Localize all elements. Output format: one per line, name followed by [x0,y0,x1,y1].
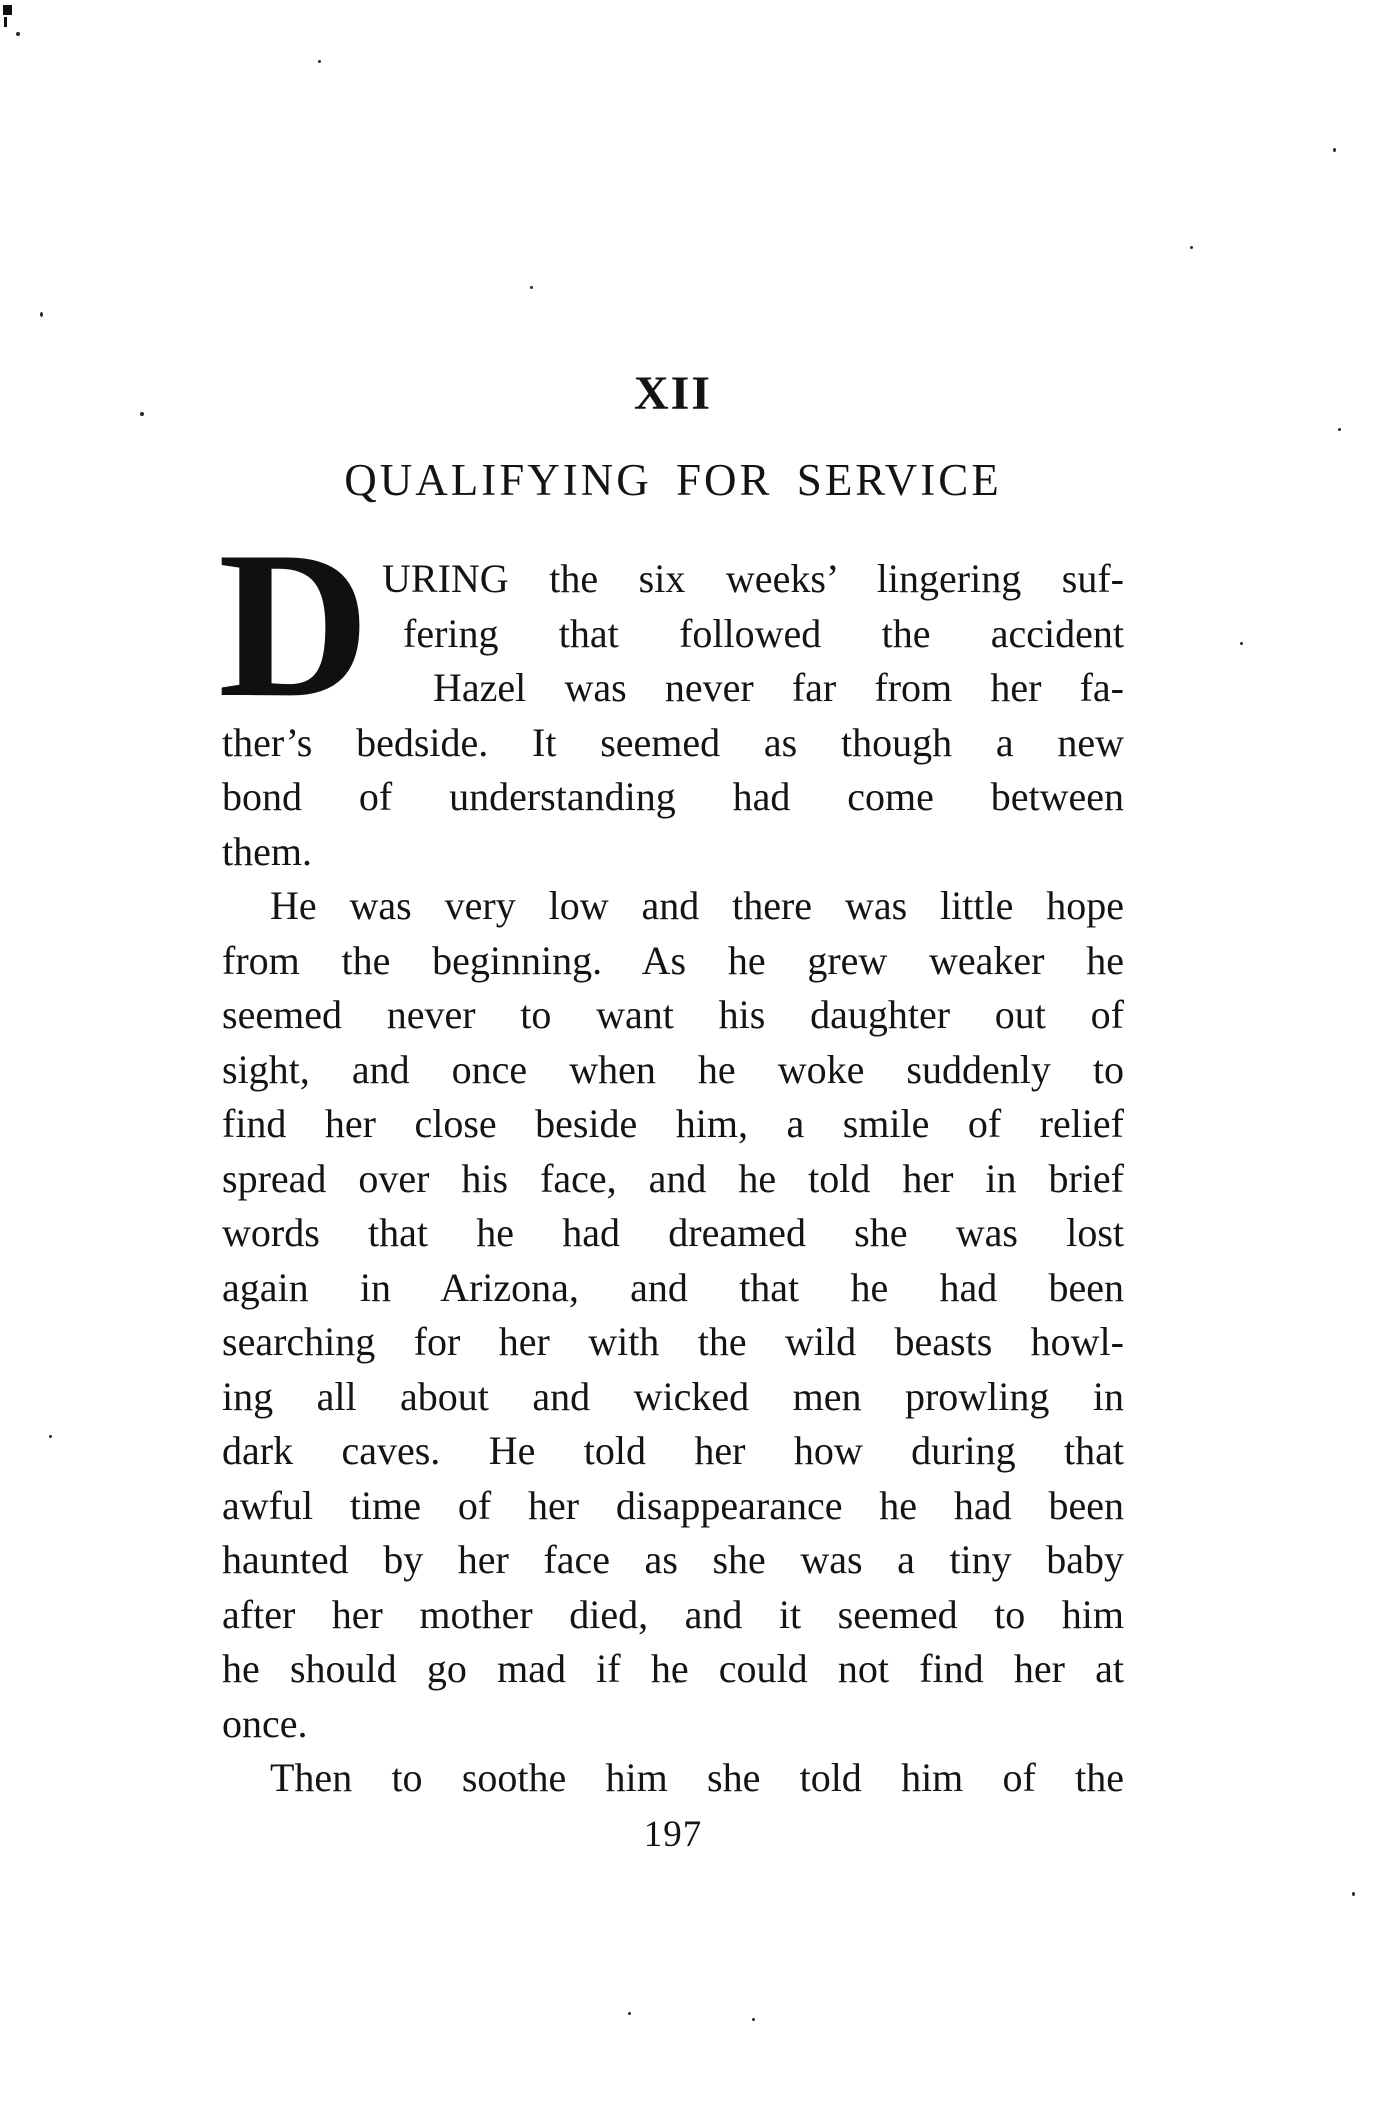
scan-speck [1338,428,1341,431]
scan-speck [1333,148,1336,152]
text-line: spread over his face, and he told her in brief [222,1155,1124,1201]
scan-speck [140,412,144,416]
text-line: again in Arizona, and that he had been [222,1264,1124,1310]
text-line: awful time of her disappearance he had been [222,1482,1124,1528]
text-line: from the beginning. As he grew weaker he [222,937,1124,983]
text-line: he should go mad if he could not find her at [222,1646,1124,1691]
text-line: sight, and once when he woke suddenly to [222,1046,1124,1092]
text-line: fering that followed the accident [403,610,1124,656]
text-line: He was very low and there was little hope [270,883,1124,928]
scan-speck [1190,246,1193,249]
text-line: ther’s bedside. It seemed as though a new [222,719,1124,765]
scan-speck [628,2012,631,2015]
scan-speck [318,60,321,63]
paragraph [222,1751,1124,1806]
text-line: dark caves. He told her how during that [222,1428,1124,1473]
scan-speck [530,286,533,289]
text-line: ing all about and wicked men prowling in [222,1373,1124,1419]
paragraph [222,879,1124,1751]
paragraph [218,509,1124,879]
scan-speck [40,312,43,317]
scan-speck [16,32,20,36]
text-line: words that he had dreamed she was lost [222,1210,1124,1255]
text-line: once. [222,1700,308,1746]
text-line: haunted by her face as she was a tiny baby [222,1537,1124,1582]
text-line: Then to soothe him she told him of the [270,1755,1124,1800]
scan-speck [1240,642,1243,645]
scan-speck [49,1435,52,1438]
scan-corner-artifact [3,5,23,41]
text-line: bond of understanding had come between [222,774,1124,819]
chapter-number: XII [633,367,713,420]
text-line: seemed never to want his daughter out of [222,992,1124,1037]
scan-speck [1352,1892,1355,1896]
text-line: Hazel was never far from her fa- [433,665,1124,710]
text-line: URING the six weeks’ lingering suf- [382,556,1124,601]
text-line: find her close beside him, a smile of relief [222,1101,1124,1146]
body-text-column [218,509,1124,1806]
chapter-title: QUALIFYING FOR SERVICE [344,455,1002,505]
text-line: them. [222,828,312,874]
scan-speck [752,2018,755,2021]
text-line: after her mother died, and it seemed to him [222,1591,1124,1637]
drop-cap: D [218,509,370,741]
text-line: searching for her with the wild beasts howl- [222,1319,1124,1364]
page-number: 197 [643,1814,703,1855]
